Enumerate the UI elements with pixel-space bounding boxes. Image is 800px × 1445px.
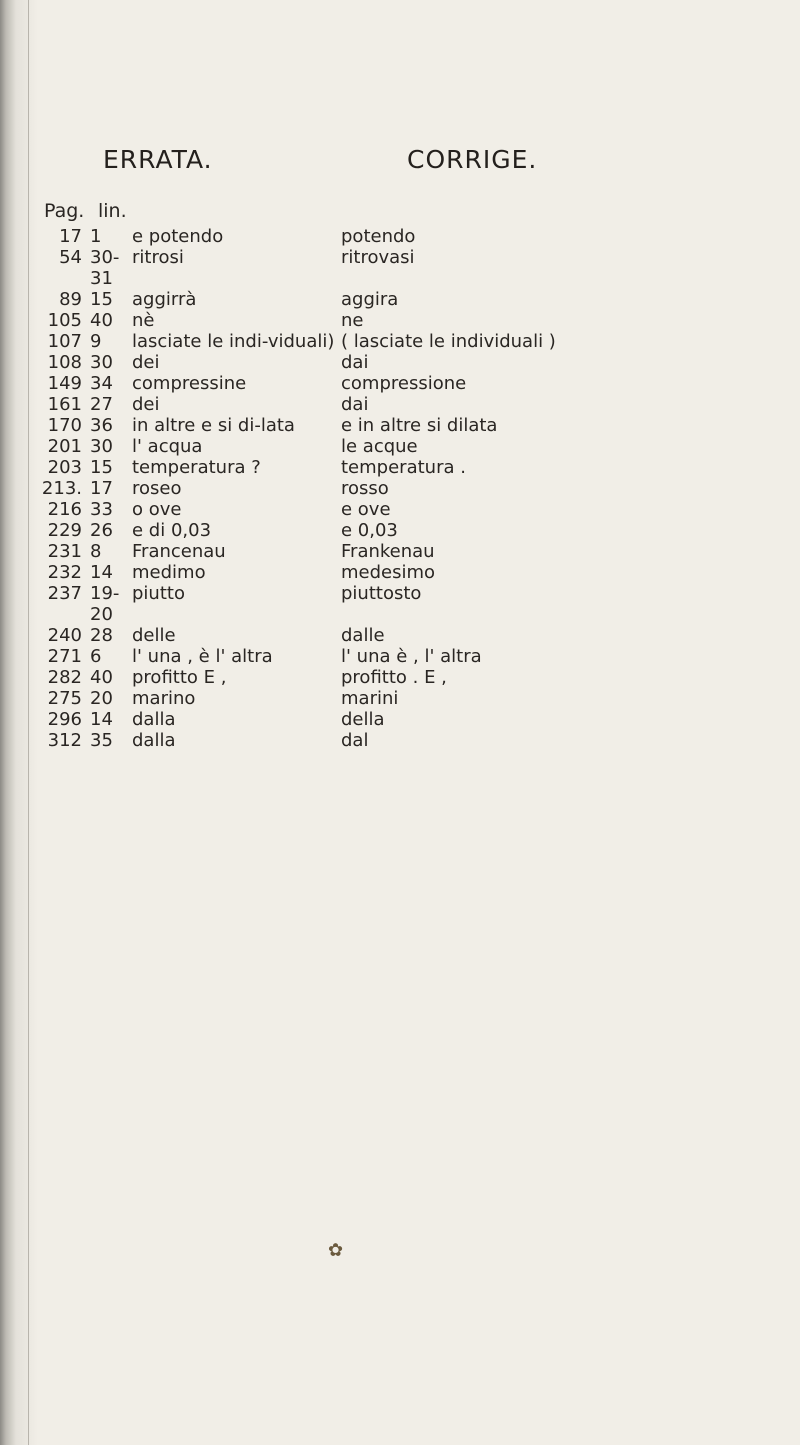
line-number: 8 xyxy=(90,541,102,562)
error-text: piutto xyxy=(132,583,185,604)
correction-text: Frankenau xyxy=(341,541,435,562)
line-number: 36 xyxy=(90,415,113,436)
correction-text: ne xyxy=(341,310,364,331)
gutter-line xyxy=(28,0,29,1445)
error-text: delle xyxy=(132,625,176,646)
page-number: 105 xyxy=(47,310,82,331)
line-number: 30-31 xyxy=(90,247,120,289)
errata-row xyxy=(40,352,701,373)
line-number: 9 xyxy=(90,331,102,352)
line-number: 35 xyxy=(90,730,113,751)
error-text: roseo xyxy=(132,478,182,499)
line-number: 15 xyxy=(90,289,113,310)
errata-row xyxy=(40,310,701,331)
errata-table xyxy=(40,226,701,751)
correction-text: rosso xyxy=(341,478,389,499)
page-number: 312 xyxy=(47,730,82,751)
page-binding-edge xyxy=(0,0,38,1445)
errata-row xyxy=(40,247,701,289)
page-number: 161 xyxy=(47,394,82,415)
correction-text: e 0,03 xyxy=(341,520,398,541)
errata-row xyxy=(40,415,701,436)
line-number: 20 xyxy=(90,688,113,709)
page-number: 296 xyxy=(47,709,82,730)
line-number: 26 xyxy=(90,520,113,541)
errata-row xyxy=(40,625,701,646)
page-number: 229 xyxy=(47,520,82,541)
error-text: profitto E , xyxy=(132,667,227,688)
line-number: 30 xyxy=(90,352,113,373)
page-number: 17 xyxy=(59,226,82,247)
page-number: 89 xyxy=(59,289,82,310)
line-number: 17 xyxy=(90,478,113,499)
errata-row xyxy=(40,520,701,541)
page-number: 170 xyxy=(47,415,82,436)
error-text: nè xyxy=(132,310,155,331)
page-number: 108 xyxy=(47,352,82,373)
line-number: 34 xyxy=(90,373,113,394)
error-text: dalla xyxy=(132,709,176,730)
correction-text: temperatura . xyxy=(341,457,466,478)
error-text: e di 0,03 xyxy=(132,520,212,541)
correction-text: l' una è , l' altra xyxy=(341,646,482,667)
error-text: l' acqua xyxy=(132,436,203,457)
page-number: 216 xyxy=(47,499,82,520)
line-number: 40 xyxy=(90,667,113,688)
corrige-heading: CORRIGE. xyxy=(407,145,538,174)
errata-row xyxy=(40,436,701,457)
errata-row xyxy=(40,709,701,730)
errata-row xyxy=(40,457,701,478)
line-number: 1 xyxy=(90,226,102,247)
error-text: dalla xyxy=(132,730,176,751)
correction-text: profitto . E , xyxy=(341,667,447,688)
errata-row xyxy=(40,562,701,583)
errata-row xyxy=(40,541,701,562)
page-number: 231 xyxy=(47,541,82,562)
errata-heading: ERRATA. xyxy=(103,145,213,174)
correction-text: dai xyxy=(341,394,369,415)
line-number: 14 xyxy=(90,562,113,583)
line-number: 28 xyxy=(90,625,113,646)
error-text: medimo xyxy=(132,562,206,583)
line-number: 30 xyxy=(90,436,113,457)
page-number: 282 xyxy=(47,667,82,688)
page-number: 149 xyxy=(47,373,82,394)
errata-row xyxy=(40,730,701,751)
error-text: in altre e si di-lata xyxy=(132,415,295,436)
correction-text: ritrovasi xyxy=(341,247,415,268)
correction-text: piuttosto xyxy=(341,583,422,604)
correction-text: e in altre si dilata xyxy=(341,415,498,436)
error-text: dei xyxy=(132,394,160,415)
line-column-header: lin. xyxy=(98,200,127,222)
page-number: 237 xyxy=(47,583,82,604)
page-number: 240 xyxy=(47,625,82,646)
errata-row xyxy=(40,331,701,352)
line-number: 6 xyxy=(90,646,102,667)
page-number: 203 xyxy=(47,457,82,478)
error-text: aggirrà xyxy=(132,289,197,310)
page-number: 275 xyxy=(47,688,82,709)
correction-text: dal xyxy=(341,730,369,751)
errata-row xyxy=(40,667,701,688)
page-number: 213. xyxy=(41,478,82,499)
printer-ornament: ✿ xyxy=(328,1240,344,1261)
page-column-header: Pag. xyxy=(44,200,85,222)
page-number: 232 xyxy=(47,562,82,583)
correction-text: dai xyxy=(341,352,369,373)
error-text: temperatura ? xyxy=(132,457,261,478)
errata-row xyxy=(40,478,701,499)
correction-text: potendo xyxy=(341,226,416,247)
page-number: 54 xyxy=(59,247,82,268)
errata-row xyxy=(40,289,701,310)
errata-row xyxy=(40,583,701,625)
page-number: 107 xyxy=(47,331,82,352)
errata-row xyxy=(40,499,701,520)
error-text: o ove xyxy=(132,499,182,520)
correction-text: aggira xyxy=(341,289,399,310)
line-number: 33 xyxy=(90,499,113,520)
line-number: 14 xyxy=(90,709,113,730)
error-text: ritrosi xyxy=(132,247,184,268)
correction-text: della xyxy=(341,709,385,730)
line-number: 15 xyxy=(90,457,113,478)
error-text: l' una , è l' altra xyxy=(132,646,273,667)
correction-text: medesimo xyxy=(341,562,436,583)
error-text: Francenau xyxy=(132,541,226,562)
error-text: dei xyxy=(132,352,160,373)
line-number: 40 xyxy=(90,310,113,331)
correction-text: ( lasciate le individuali ) xyxy=(341,331,556,352)
page-number: 271 xyxy=(47,646,82,667)
error-text: lasciate le indi-viduali) xyxy=(132,331,335,352)
correction-text: e ove xyxy=(341,499,391,520)
correction-text: compressione xyxy=(341,373,467,394)
errata-row xyxy=(40,373,701,394)
errata-row xyxy=(40,646,701,667)
errata-row xyxy=(40,688,701,709)
error-text: e potendo xyxy=(132,226,224,247)
errata-row xyxy=(40,226,701,247)
page-number: 201 xyxy=(47,436,82,457)
correction-text: dalle xyxy=(341,625,385,646)
line-number: 19-20 xyxy=(90,583,120,625)
line-number: 27 xyxy=(90,394,113,415)
correction-text: le acque xyxy=(341,436,418,457)
error-text: compressine xyxy=(132,373,247,394)
correction-text: marini xyxy=(341,688,399,709)
error-text: marino xyxy=(132,688,196,709)
errata-row xyxy=(40,394,701,415)
